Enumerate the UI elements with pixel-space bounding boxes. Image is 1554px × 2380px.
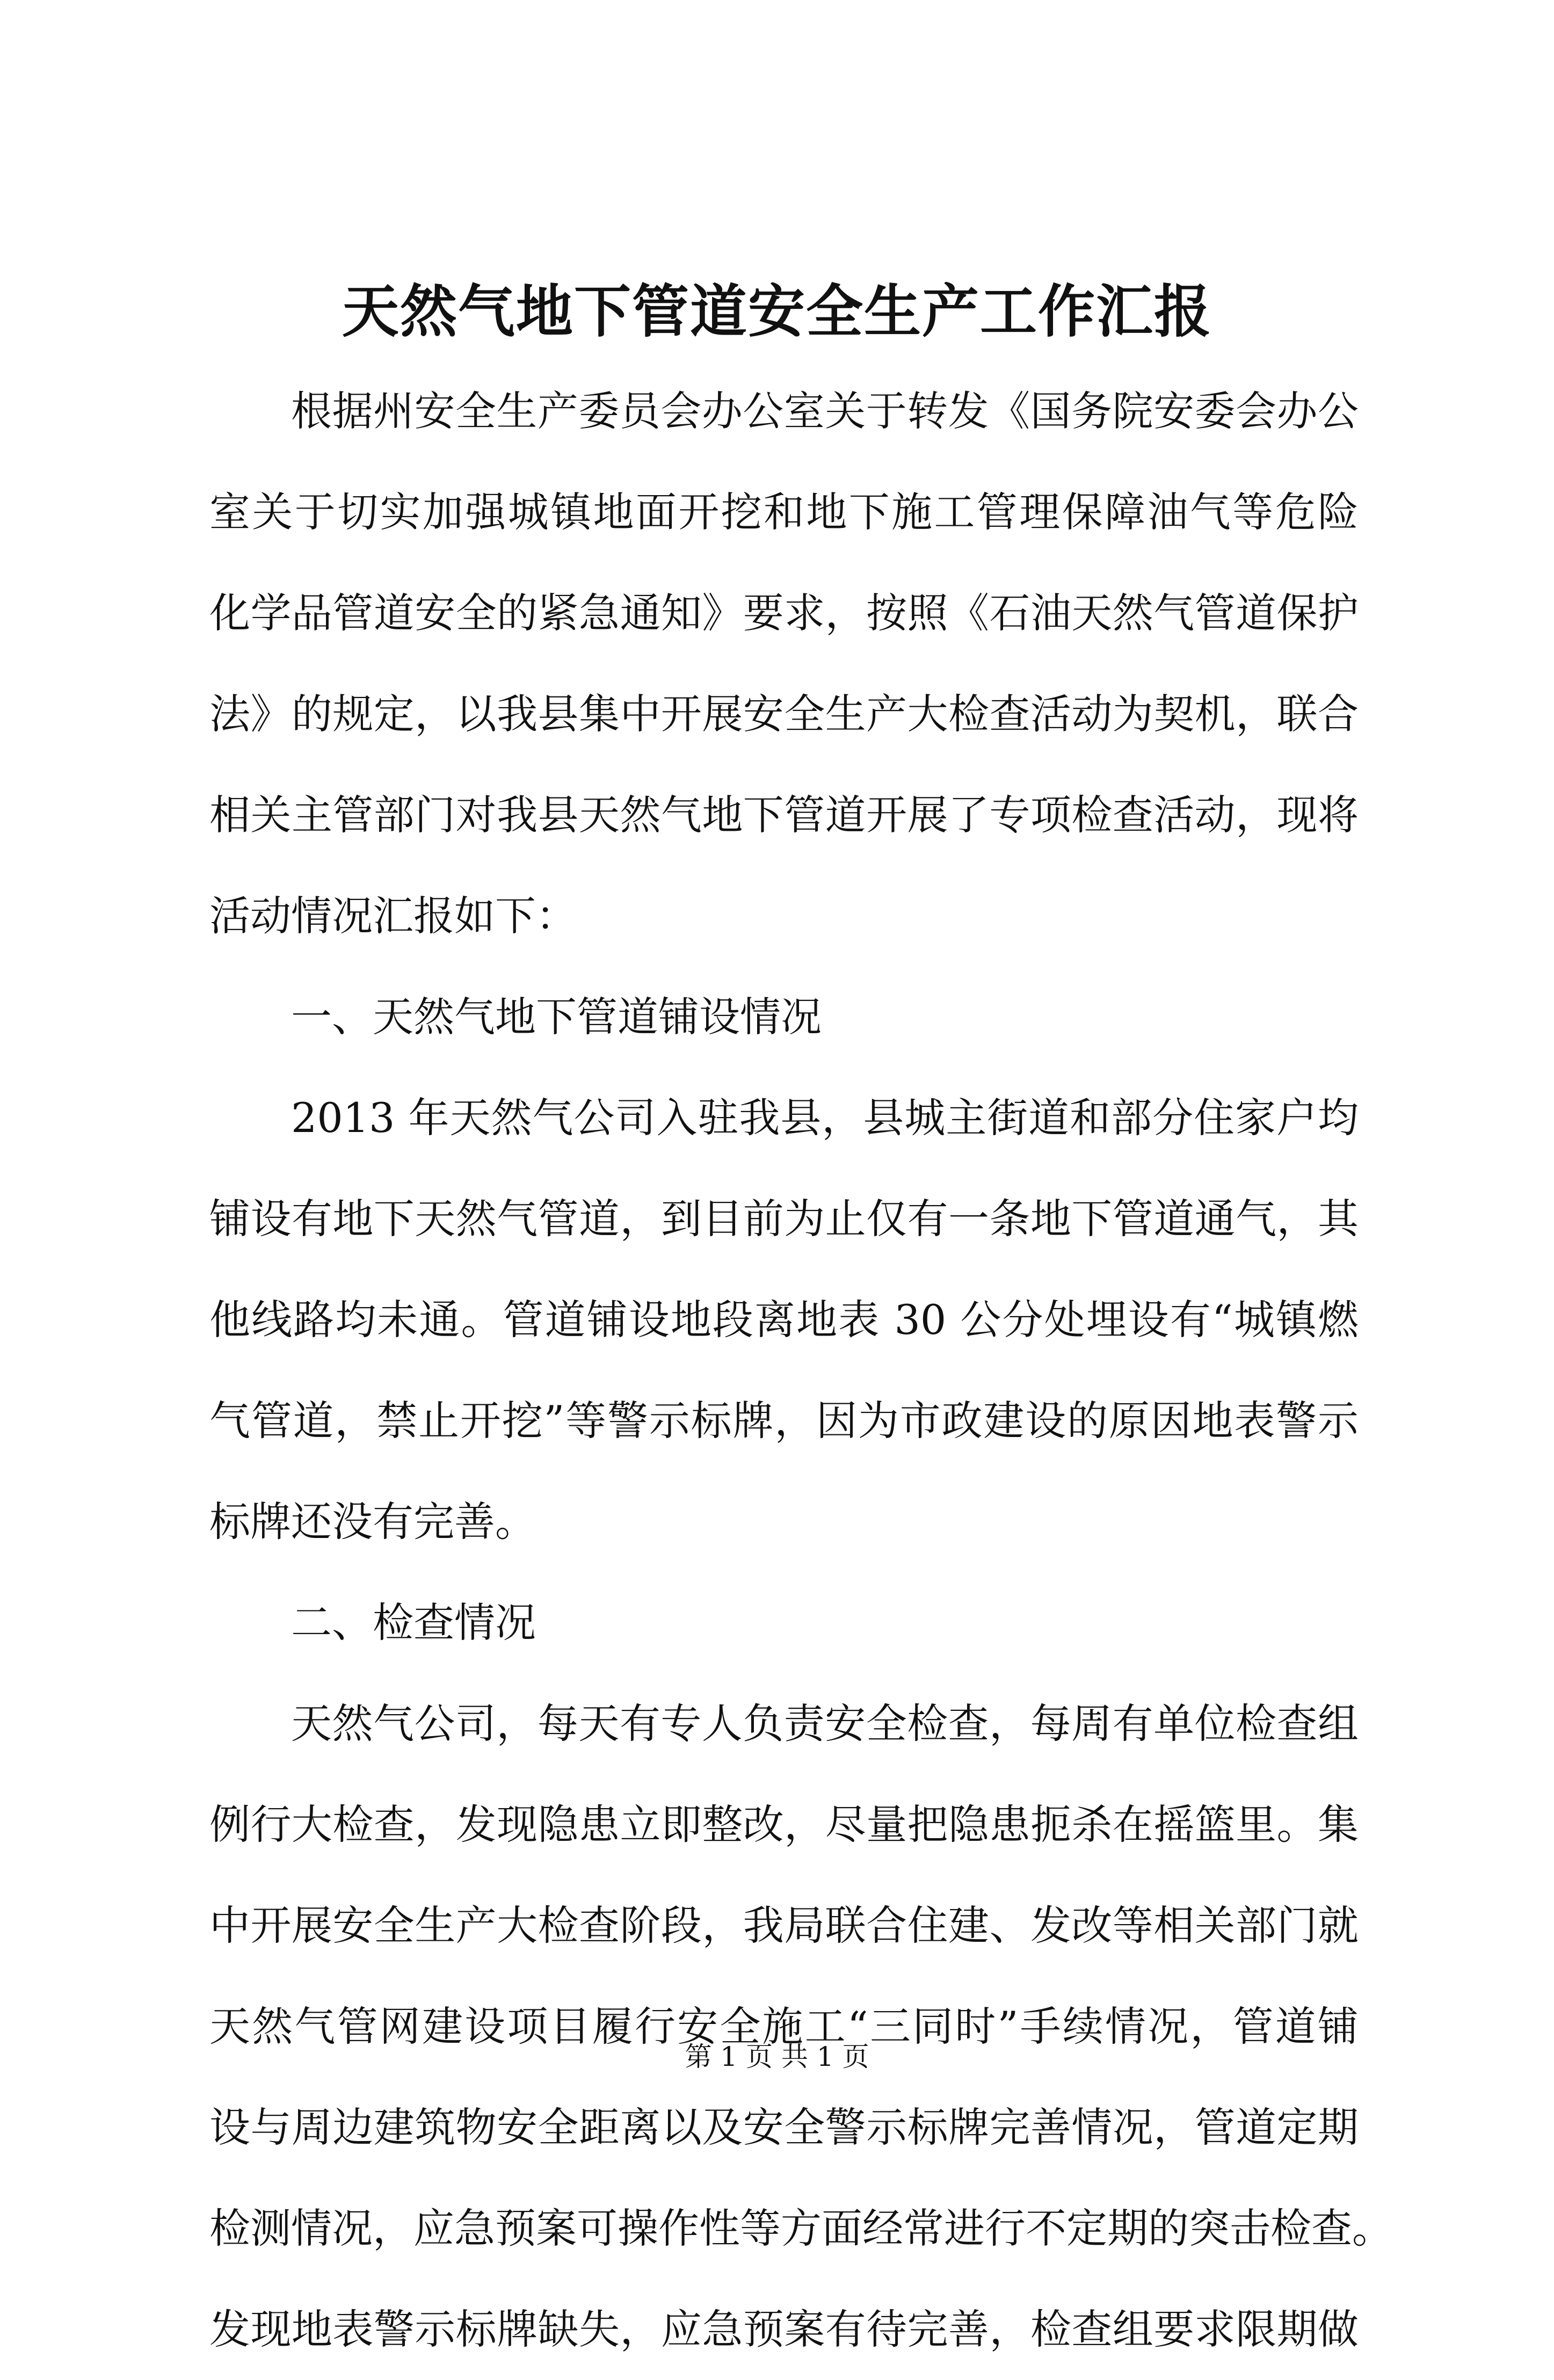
body-line: 例行大检查，发现隐患立即整改，尽量把隐患扼杀在摇篮里。集 — [209, 1801, 1359, 1848]
body-line: 2013 年天然气公司入驻我县，县城主街道和部分住家户均 — [291, 1094, 1359, 1142]
body-line: 相关主管部门对我县天然气地下管道开展了专项检查活动，现将 — [209, 791, 1359, 839]
body-line: 他线路均未通。管道铺设地段离地表 30 公分处埋设有“城镇燃 — [209, 1296, 1359, 1344]
body-line: 标牌还没有完善。 — [209, 1498, 536, 1545]
body-line: 气管道，禁止开挖”等警示标牌，因为市政建设的原因地表警示 — [209, 1397, 1359, 1445]
body-line: 化学品管道安全的紧急通知》要求，按照《石油天然气管道保护 — [209, 589, 1359, 637]
body-line: 法》的规定，以我县集中开展安全生产大检查活动为契机，联合 — [209, 690, 1359, 738]
body-line: 发现地表警示标牌缺失，应急预案有待完善，检查组要求限期做 — [209, 2305, 1359, 2353]
body-line: 室关于切实加强城镇地面开挖和地下施工管理保障油气等危险 — [209, 488, 1359, 536]
body-line: 铺设有地下天然气管道，到目前为止仅有一条地下管道通气，其 — [209, 1195, 1359, 1243]
body-line: 检测情况，应急预案可操作性等方面经常进行不定期的突击检查。 — [209, 2204, 1393, 2252]
body-line: 天然气管网建设项目履行安全施工“三同时”手续情况，管道铺 — [209, 2002, 1359, 2050]
body-line: 根据州安全生产委员会办公室关于转发《国务院安委会办公 — [291, 387, 1359, 435]
document-title: 天然气地下管道安全生产工作汇报 — [342, 278, 1212, 345]
body-line: 活动情况汇报如下： — [209, 892, 577, 940]
section-heading: 一、天然气地下管道铺设情况 — [291, 993, 822, 1041]
page-number-footer: 第 1 页 共 1 页 — [685, 2041, 869, 2072]
body-line: 天然气公司，每天有专人负责安全检查，每周有单位检查组 — [291, 1700, 1359, 1747]
body-line: 中开展安全生产大检查阶段，我局联合住建、发改等相关部门就 — [209, 1902, 1359, 1949]
body-line: 设与周边建筑物安全距离以及安全警示标牌完善情况，管道定期 — [209, 2103, 1359, 2151]
section-heading: 二、检查情况 — [291, 1599, 536, 1646]
